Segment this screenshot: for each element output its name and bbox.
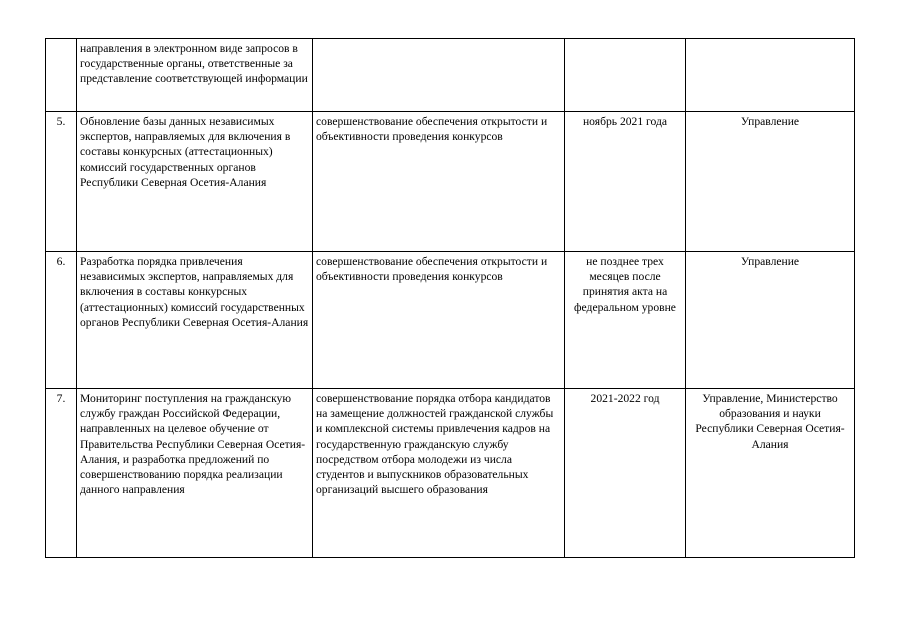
table-row <box>46 112 855 252</box>
plan-table <box>45 38 855 558</box>
result-cell <box>313 39 565 112</box>
table-row <box>46 389 855 558</box>
executor-cell: Управление <box>686 252 855 389</box>
measure-cell: Разработка порядка привлечения независимых экспертов, направляемых для включения в составы конкурсных (аттестационных) комиссий государственных органов Республики Северная Осетия-Алания <box>77 252 313 389</box>
measure-cell: направления в электронном виде запросов в государственные органы, ответственные за представление соответствующей информации <box>77 39 313 112</box>
term-cell: 2021-2022 год <box>565 389 686 558</box>
row-number: 6. <box>46 252 77 389</box>
result-cell: совершенствование порядка отбора кандидатов на замещение должностей гражданской службы и комплексной системы привлечения кадров на государственную гражданскую службу посредством отбора молодежи из числа студентов и выпускников образовательных организаций высшего образования <box>313 389 565 558</box>
executor-cell <box>686 39 855 112</box>
term-cell <box>565 39 686 112</box>
table-row <box>46 39 855 112</box>
executor-cell: Управление <box>686 112 855 252</box>
measure-cell: Мониторинг поступления на гражданскую службу граждан Российской Федерации, направленных на целевое обучение от Правительства Республики Северная Осетия-Алания, и разработка предложений по совершенствованию порядка реализации данного направления <box>77 389 313 558</box>
row-number: 7. <box>46 389 77 558</box>
result-cell: совершенствование обеспечения открытости и объективности проведения конкурсов <box>313 112 565 252</box>
term-cell: не позднее трех месяцев после принятия акта на федеральном уровне <box>565 252 686 389</box>
row-number: 5. <box>46 112 77 252</box>
term-cell: ноябрь 2021 года <box>565 112 686 252</box>
table-row <box>46 252 855 389</box>
result-cell: совершенствование обеспечения открытости и объективности проведения конкурсов <box>313 252 565 389</box>
executor-cell: Управление, Министерство образования и науки Республики Северная Осетия-Алания <box>686 389 855 558</box>
measure-cell: Обновление базы данных независимых экспертов, направляемых для включения в составы конкурсных (аттестационных) комиссий государственных органов Республики Северная Осетия-Алания <box>77 112 313 252</box>
row-number <box>46 39 77 112</box>
